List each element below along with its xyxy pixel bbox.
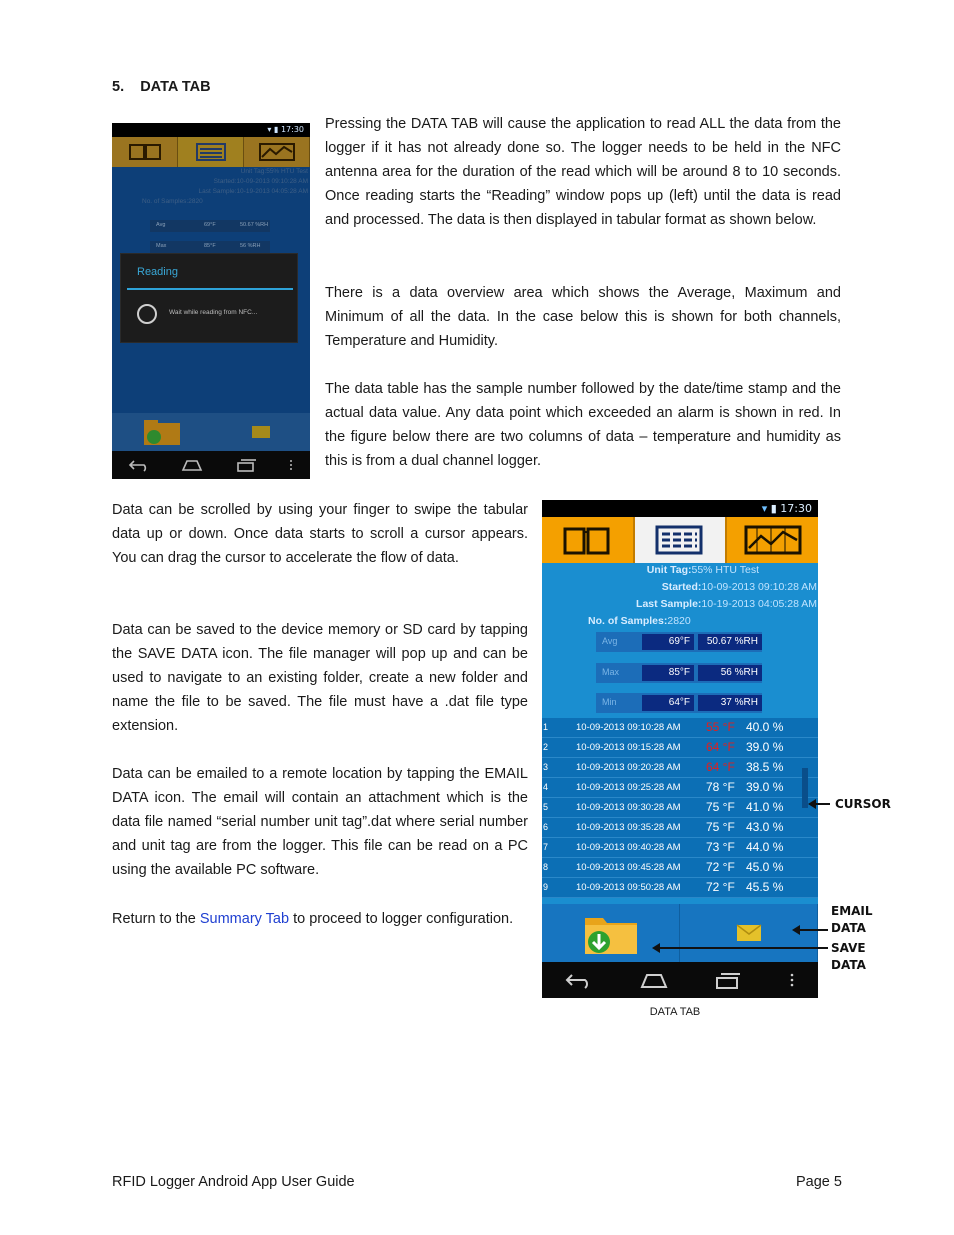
table-row: 7 10-09-2013 09:40:28 AM 73 °F 44.0 % [542,838,818,858]
table-row: 6 10-09-2013 09:35:28 AM 75 °F 43.0 % [542,818,818,838]
home-icon[interactable] [640,971,668,989]
status-bar [112,123,310,137]
bottom-actions [112,413,310,451]
graph-icon [258,142,296,162]
envelope-icon [251,425,271,439]
logger-info: Unit Tag:55% HTU Test Started:10-09-2013 09:10:28 AM Last Sample:10-19-2013 04:05:28 AM No. of Samples:2820 [588,564,817,627]
paragraph-5: Data can be saved to the device memory or SD card by tapping the SAVE DATA icon. The file manager will pop up and can be used to navigate to an existing folder, create a new folder and name the file to be saved. The file must have a .dat file type extension. [112,622,528,734]
battery-icon: ▮ [273,125,279,134]
paragraph-1: Pressing the DATA TAB will cause the application to read ALL the data from the logger if it has not already done so. The logger needs to be held in the NFC antenna area for the duration of the read which will be around 8 to 10 seconds. Once reading starts the “Reading” window pops up (left) until the data is read and processed. The data is then displayed in tabular format as shown below. [325,116,841,228]
table-row: 1 10-09-2013 09:10:28 AM 55 °F 40.0 % [542,718,818,738]
nav-bar [542,962,818,998]
graph-icon [743,523,803,557]
paragraph-7: Return to the Summary Tab to proceed to logger configuration. [112,911,514,927]
paragraph-3: The data table has the sample number followed by the date/time stamp and the actual data value. Any data point which exceeded an alarm is shown in red. In the figure below there are two columns of data – temperature and humidity as this is from a dual channel logger. [325,381,841,469]
table-row: 4 10-09-2013 09:25:28 AM 78 °F 39.0 % [542,778,818,798]
tab-graph[interactable] [727,517,818,563]
summary-row: Avg 69°F 50.67 %RH [150,220,270,232]
save-data-button[interactable] [112,413,211,451]
menu-dots-icon[interactable] [789,971,795,989]
reading-dialog [120,253,298,343]
summary-row: Max 85°F 56 %RH [150,241,270,253]
email-arrow [792,925,828,935]
paragraph-4: Data can be scrolled by using your finger to swipe the tabular data up or down. Once data starts to scroll a cursor appears. You can drag the cursor to accelerate the flow of data. [112,502,528,566]
callout-arrows [650,790,840,960]
cursor-callout: CURSOR [835,797,891,811]
wifi-icon: ▾ [267,125,272,134]
summary-tab-link[interactable]: Summary Tab [199,911,290,927]
table-row: 9 10-09-2013 09:50:28 AM 72 °F 45.5 % [542,878,818,898]
status-time: 17:30 [780,502,812,515]
figure-caption: DATA TAB [649,1006,701,1018]
summary-min: Min 64°F 37 %RH [596,693,762,713]
logger-info-dimmed: Unit Tag:55% HTU Test Started:10-09-2013 09:10:28 AM Last Sample:10-19-2013 04:05:28 AM No. of Samples:2820 [142,168,308,205]
menu-dots-icon[interactable] [288,458,294,472]
section-heading: 5. DATA TAB [112,79,211,95]
dialog-divider [127,288,293,290]
folder-download-icon [579,908,643,958]
save-arrow [652,943,828,953]
folder-download-icon [141,417,183,447]
summary-max: Max 85°F 56 %RH [596,663,762,683]
table-icon [653,523,707,557]
nav-bar [112,451,310,479]
wifi-icon: ▾ [761,502,768,515]
spinner-icon [137,304,157,324]
paragraph-2: There is a data overview area which shows the Average, Maximum and Minimum of all the data. In the case below this is shown for both channels, Temperature and Humidity. [325,285,841,349]
table-row: 5 10-09-2013 09:30:28 AM 75 °F 41.0 % [542,798,818,818]
tab-summary[interactable] [542,517,635,563]
table-icon [194,142,228,162]
table-row: 2 10-09-2013 09:15:28 AM 64 °F 39.0 % [542,738,818,758]
back-icon[interactable] [565,971,593,989]
recents-icon[interactable] [714,971,742,989]
tab-bar [542,517,818,563]
book-icon [128,142,162,162]
dialog-message: Wait while reading from NFC... [169,309,258,316]
tab-data[interactable] [635,517,728,563]
footer-title: RFID Logger Android App User Guide [112,1174,355,1190]
tab-graph[interactable] [244,137,310,167]
home-icon[interactable] [181,458,203,472]
table-row: 3 10-09-2013 09:20:28 AM 64 °F 38.5 % [542,758,818,778]
email-data-button[interactable] [211,413,310,451]
status-bar [542,500,818,517]
back-icon[interactable] [128,458,150,472]
email-callout: EMAIL DATA [831,904,873,935]
page-number: Page 5 [796,1174,842,1190]
paragraph-6: Data can be emailed to a remote location by tapping the EMAIL DATA icon. The email will contain an attachment which is the data file named “serial number unit tag”.dat where serial number and unit tag are from the logger. This file can be read on a PC using the available PC software. [112,766,528,878]
tab-data[interactable] [178,137,244,167]
summary-avg: Avg 69°F 50.67 %RH [596,632,762,652]
status-time: 17:30 [280,125,304,134]
tab-summary[interactable] [112,137,178,167]
battery-icon: ▮ [770,502,777,515]
reading-screenshot [112,123,310,479]
tab-bar [112,137,310,167]
book-icon [562,523,612,557]
recents-icon[interactable] [235,458,257,472]
save-callout: SAVE DATA [831,941,866,972]
cursor-arrow [808,799,830,809]
table-row: 8 10-09-2013 09:45:28 AM 72 °F 45.0 % [542,858,818,878]
dialog-title: Reading [137,266,178,278]
